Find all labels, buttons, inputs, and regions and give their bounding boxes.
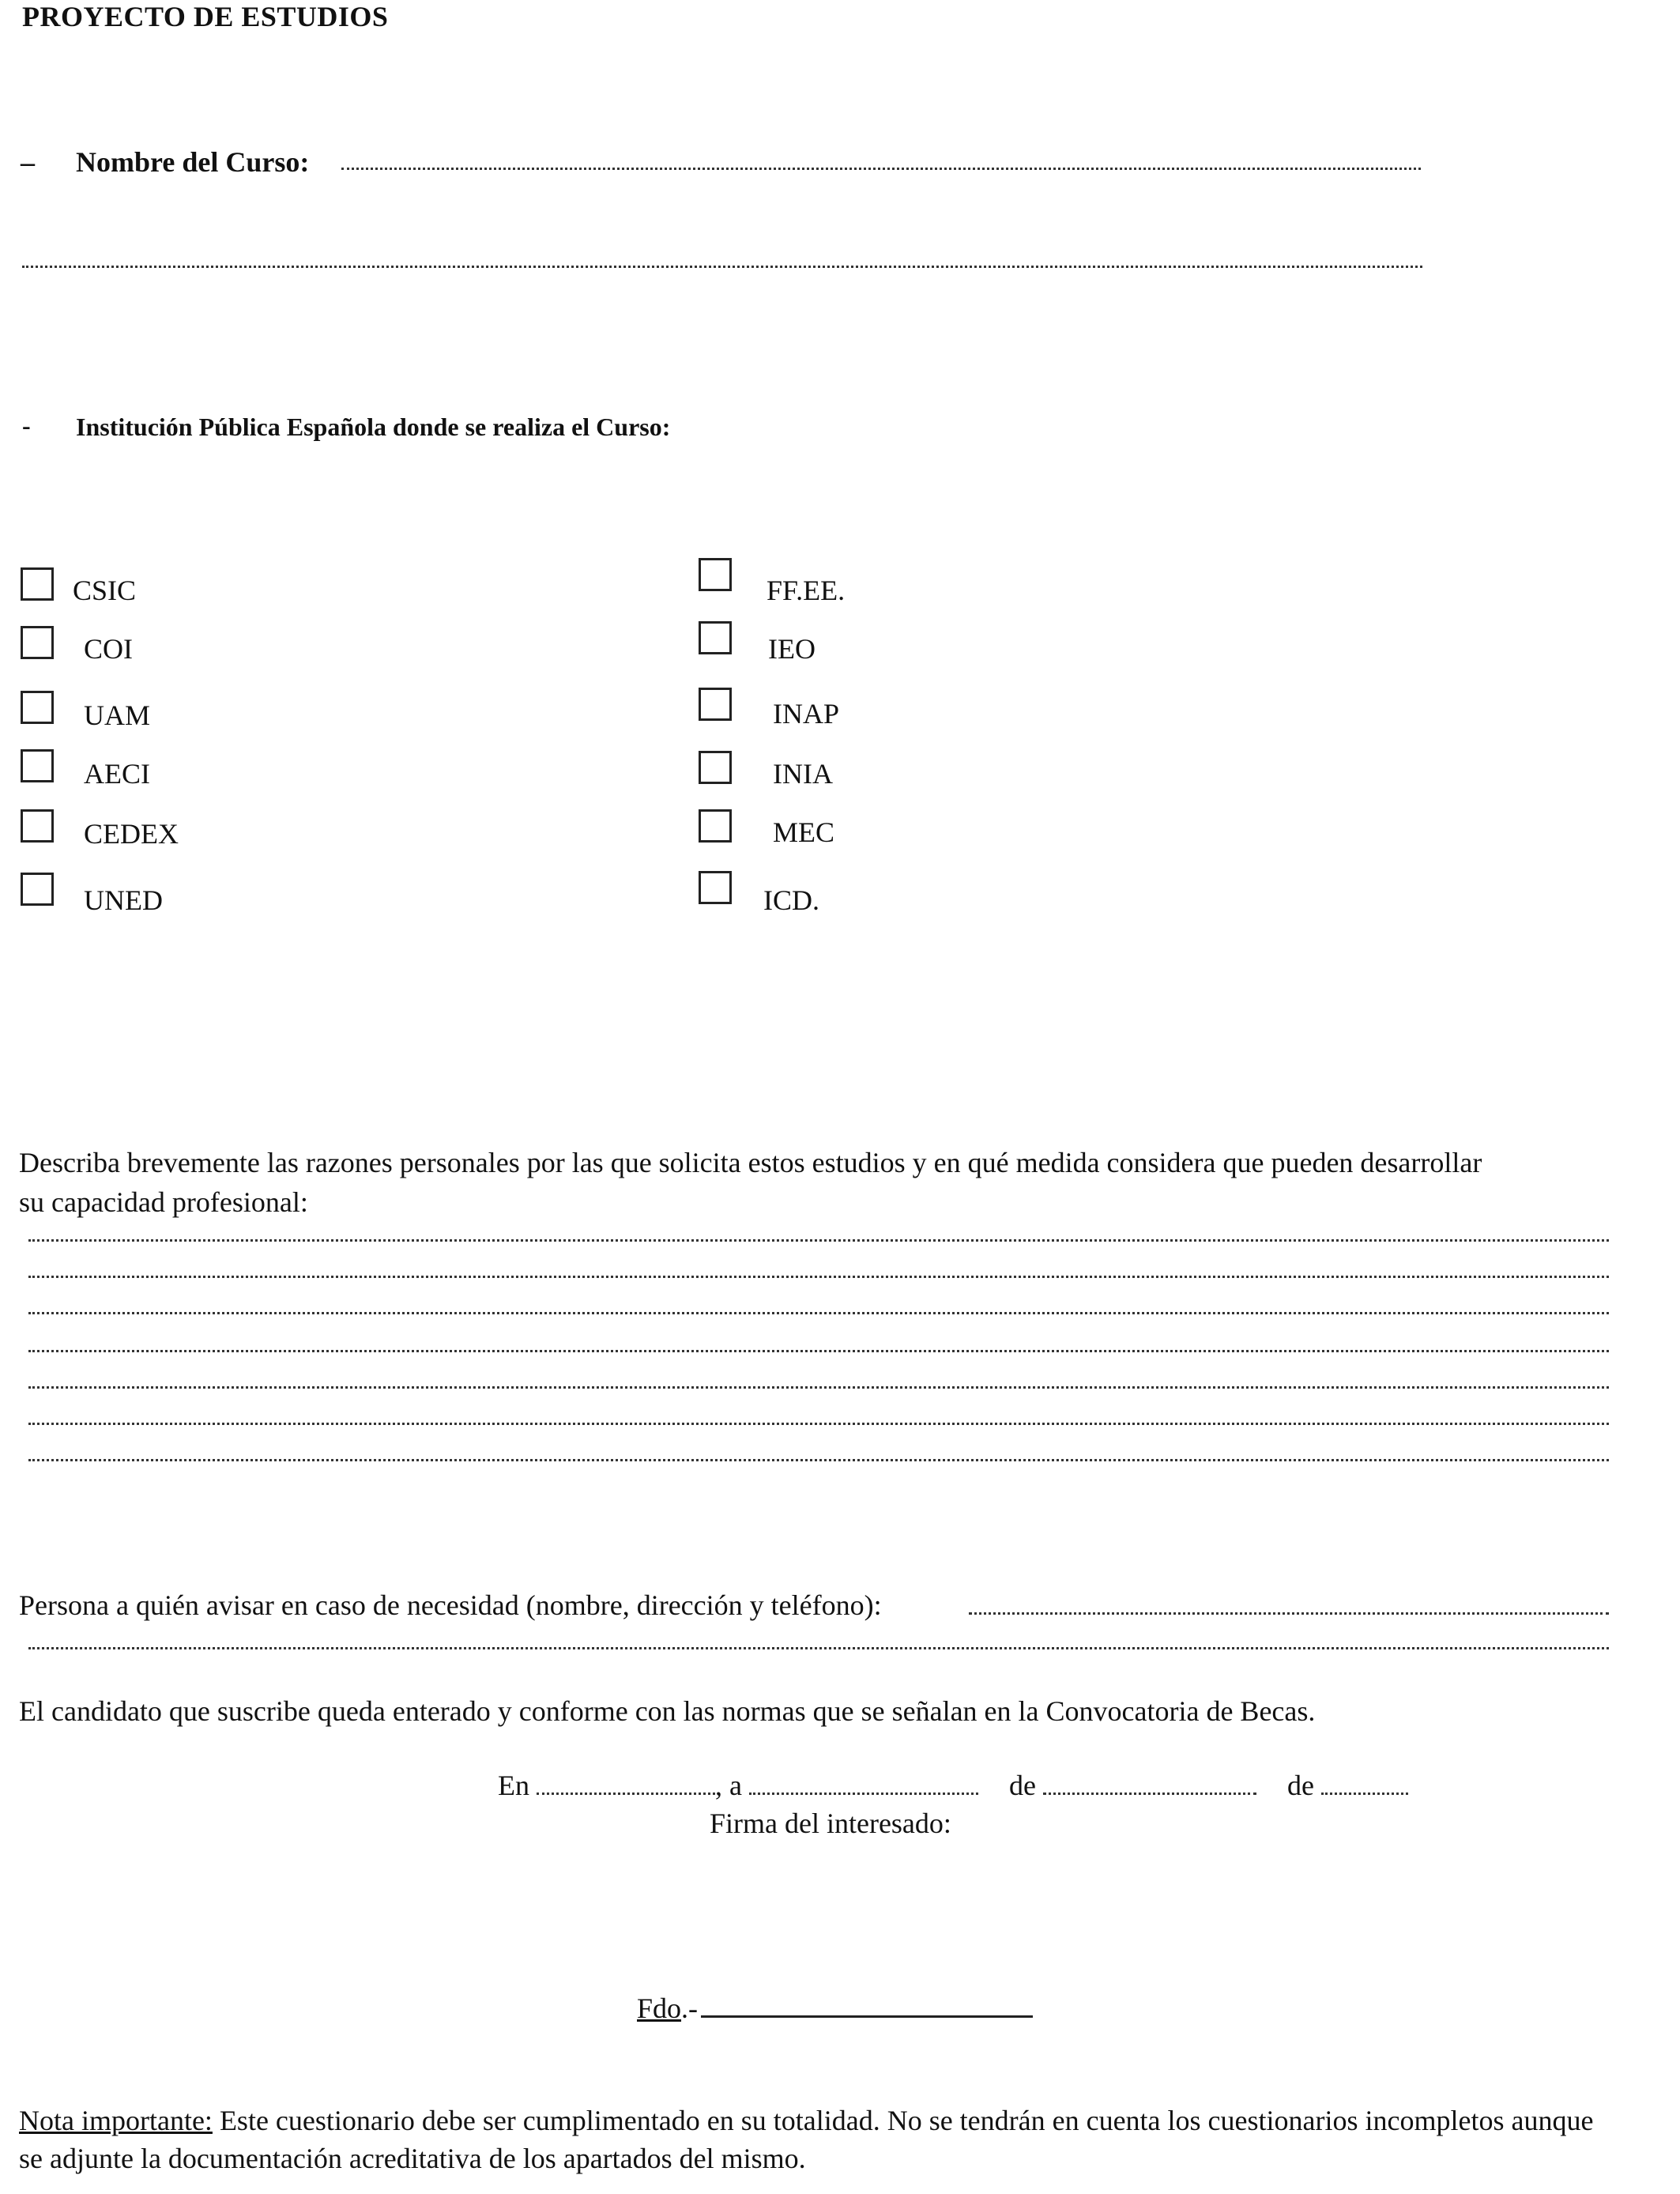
date-place-field[interactable] [537,1767,715,1795]
checkbox-icd[interactable] [699,871,732,904]
checkbox-uam[interactable] [21,691,54,724]
checkbox-cedex[interactable] [21,809,54,843]
fdo-suffix: .- [681,1992,699,2024]
reasons-answer-line[interactable] [28,1386,1609,1389]
fdo-line [637,1985,1033,2028]
note-text-1: Este cuestionario debe ser cumplimentado en su totalidad. No se tendrán en cuenta los cuestionarios incompletos aunque [212,2105,1594,2136]
institution-bullet: - [22,411,31,439]
date-en-label: En [498,1770,529,1801]
option-label-csic: CSIC [73,575,137,606]
reasons-answer-line[interactable] [28,1239,1609,1242]
checkbox-mec[interactable] [699,809,732,843]
course-name-field[interactable] [341,168,1421,170]
date-de-label-1: de [1008,1770,1036,1801]
checkbox-uned[interactable] [21,873,54,906]
option-label-aeci: AECI [84,758,150,790]
reasons-answer-line[interactable] [28,1423,1609,1425]
contact-field[interactable] [969,1612,1609,1615]
date-line [498,1766,1408,1805]
option-label-uam: UAM [84,699,151,731]
reasons-answer-line[interactable] [28,1350,1609,1352]
contact-field-continued[interactable] [28,1647,1609,1649]
date-month-field[interactable] [1043,1767,1256,1795]
option-label-inia: INIA [773,758,833,790]
note-line-2: se adjunte la documentación acreditativa de los apartados del mismo. [19,2143,806,2174]
institution-label: Institución Pública Española donde se realiza el Curso: [76,413,671,441]
signature-label: Firma del interesado: [710,1808,951,1839]
agreement-text: El candidato que suscribe queda enterado y conforme con las normas que se señalan en la Convocatoria de Becas. [19,1695,1316,1727]
checkbox-csic[interactable] [21,567,54,601]
option-label-coi: COI [84,633,133,665]
reasons-answer-line[interactable] [28,1312,1609,1314]
course-bullet: – [21,146,35,178]
option-label-inap: INAP [773,698,840,729]
note-line-1 [19,2101,1593,2140]
contact-label: Persona a quién avisar en caso de necesidad (nombre, dirección y teléfono): [19,1589,882,1621]
date-day-field[interactable] [749,1767,978,1795]
option-label-cedex: CEDEX [84,818,179,850]
date-de-label-2: de [1286,1770,1314,1801]
checkbox-aeci[interactable] [21,749,54,782]
reasons-prompt-line-2: su capacidad profesional: [19,1186,308,1218]
course-label: Nombre del Curso: [76,146,310,178]
date-a-label: , a [715,1770,742,1801]
reasons-answer-line[interactable] [28,1276,1609,1278]
checkbox-inia[interactable] [699,751,732,784]
page-title: PROYECTO DE ESTUDIOS [22,1,389,32]
date-year-field[interactable] [1321,1767,1408,1795]
reasons-prompt-line-1: Describa brevemente las razones personales por las que solicita estos estudios y en qué medida considera que pueden desarrollar [19,1147,1482,1178]
checkbox-ffee[interactable] [699,558,732,591]
option-label-uned: UNED [84,884,163,916]
course-name-field-continued[interactable] [22,266,1422,268]
note-label: Nota importante: [19,2105,213,2136]
checkbox-inap[interactable] [699,688,732,721]
signature-field[interactable] [701,1985,1033,2018]
option-label-icd: ICD. [763,884,819,916]
reasons-answer-line[interactable] [28,1459,1609,1461]
checkbox-ieo[interactable] [699,621,732,654]
option-label-ieo: IEO [768,633,816,665]
checkbox-coi[interactable] [21,626,54,659]
option-label-ffee: FF.EE. [767,575,846,606]
fdo-label: Fdo [637,1992,682,2024]
option-label-mec: MEC [773,816,835,848]
